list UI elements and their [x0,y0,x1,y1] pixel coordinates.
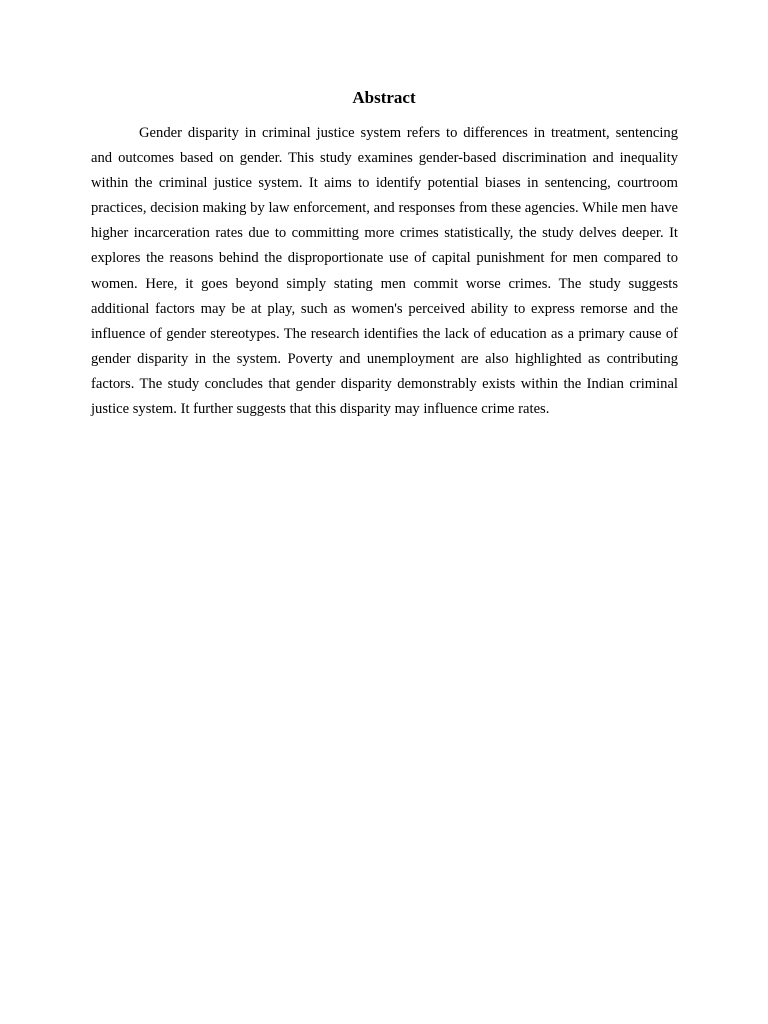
abstract-heading: Abstract [352,88,416,107]
abstract-paragraph: Gender disparity in criminal justice system refers to differences in treatment, sentencing and outcomes based on gender. This study examines gender-based discrimination and inequality within the criminal justice system. It aims to identify potential biases in sentencing, courtroom practices, decision making by law enforcement, and responses from these agencies. While men have higher incarceration rates due to committing more crimes statistically, the study delves deeper. It explores the reasons behind the disproportionate use of capital punishment for men compared to women. Here, it goes beyond simply stating men commit worse crimes. The study suggests additional factors may be at play, such as women's perceived ability to express remorse and the influence of gender stereotypes. The research identifies the lack of education as a primary cause of gender disparity in the system. Poverty and unemployment are also highlighted as contributing factors. The study concludes that gender disparity demonstrably exists within the Indian criminal justice system. It further suggests that this disparity may influence crime rates. [91,125,678,418]
